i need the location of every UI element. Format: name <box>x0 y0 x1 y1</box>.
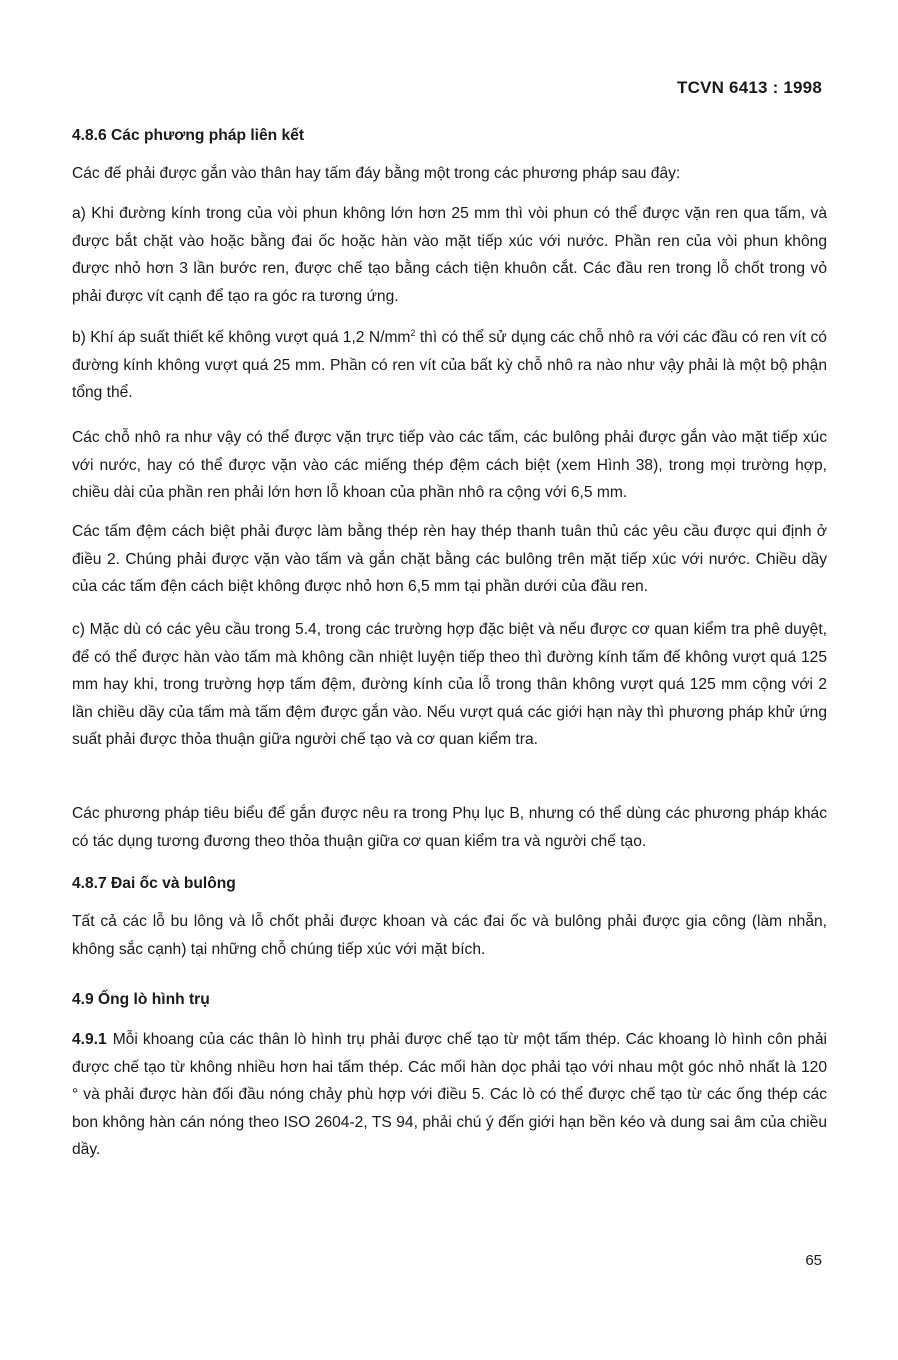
section-4-8-6-intro: Các đế phải được gắn vào thân hay tấm đáy bằng một trong các phương pháp sau đây: <box>72 165 681 182</box>
section-4-9-1-number: 4.9.1 <box>72 1031 107 1048</box>
item-b-paragraph <box>72 324 827 407</box>
item-b-text-end: thì có thể sử dụng các chỗ nhô ra với các đầu có ren vít có đường kính không vượt quá 25 mm. Phần có ren vít của bất kỳ chỗ nhô ra nào như vậy phải là một bộ phận tổng thể. <box>72 329 827 402</box>
section-4-9-1-text: Mỗi khoang của các thân lò hình trụ phải được chế tạo từ một tấm thép. Các khoang lò hình côn phải được chế tạo từ không nhiều hơn hai tấm thép. Các mối hàn dọc phải tạo với nhau một góc nhỏ nhất là 120 ° và phải được hàn đối đầu nóng chảy phù hợp với điều 5. Các lò có thể được chế tạo từ các ống thép các bon không hàn cán nóng theo ISO 2604-2, TS 94, phải chú ý đến giới hạn bền kéo và dung sai âm của chiều dầy. <box>72 1031 827 1159</box>
section-4-9-1-paragraph <box>72 1026 827 1164</box>
item-c-paragraph: c) Mặc dù có các yêu cầu trong 5.4, trong các trường hợp đặc biệt và nếu được cơ quan kiểm tra phê duyệt, để có thể được hàn vào tấm mà không cần nhiệt luyện tiếp theo thì đường kính tấm đế không vượt quá 125 mm hay khi, trong trường hợp tấm đệm, đường kính của lỗ trong thân không vượt quá 125 mm cộng với 2 lần chiều dầy của tấm mà tấm đệm được gắn vào. Nếu vượt quá các giới hạn này thì phương pháp khử ứng suất phải được thỏa thuận giữa người chế tạo và cơ quan kiểm tra. <box>72 621 827 749</box>
section-4-9-heading: 4.9 Ống lò hình trụ <box>72 991 210 1008</box>
paragraph-separate-pads: Các tấm đệm cách biệt phải được làm bằng thép rèn hay thép thanh tuân thủ các yêu cầu được qui định ở điều 2. Chúng phải được vặn vào tấm và gắn chặt bằng các bulông trên mặt tiếp xúc với nước. Chiều dầy của các tấm đện cách biệt không được nhỏ hơn 6,5 mm tại phần dưới của đầu ren. <box>72 523 827 596</box>
paragraph-typical-methods: Các phương pháp tiêu biểu để gắn được nêu ra trong Phụ lục B, nhưng có thể dùng các phương pháp khác có tác dụng tương đương theo thỏa thuận giữa cơ quan kiểm tra và người chế tạo. <box>72 805 827 850</box>
page-number: 65 <box>805 1252 822 1269</box>
section-4-8-6-heading: 4.8.6 Các phương pháp liên kết <box>72 127 305 144</box>
paragraph-threaded-projections: Các chỗ nhô ra như vậy có thể được vặn trực tiếp vào các tấm, các bulông phải được gắn vào mặt tiếp xúc với nước, hay có thể được vặn vào các miếng thép đệm cách biệt (xem Hình 38), trong mọi trường hợp, chiều dài của phần ren phải lớn hơn lỗ khoan của phần nhô ra cộng với 6,5 mm. <box>72 429 827 502</box>
item-a-paragraph: a) Khi đường kính trong của vòi phun không lớn hơn 25 mm thì vòi phun có thể được vặn ren qua tấm, và được bắt chặt vào hoặc bằng đai ốc hoặc hàn vào mặt tiếp xúc với nước. Phần ren của vòi phun không được nhỏ hơn 3 lần bước ren, được chế tạo bằng cách tiện khuôn cắt. Các đầu ren trong lỗ chốt trong vỏ phải được vít cạnh để tạo ra góc ra tương ứng. <box>72 205 827 305</box>
section-4-8-7-heading: 4.8.7 Đai ốc và bulông <box>72 875 236 892</box>
superscript-2: 2 <box>410 327 416 338</box>
section-4-8-7-paragraph: Tất cả các lỗ bu lông và lỗ chốt phải được khoan và các đai ốc và bulông phải được gia công (làm nhẵn, không sắc cạnh) tại những chỗ chúng tiếp xúc với mặt bích. <box>72 913 827 958</box>
standard-code: TCVN 6413 : 1998 <box>677 78 822 97</box>
item-b-text-start: b) Khí áp suất thiết kế không vượt quá 1,2 N/mm <box>72 329 411 346</box>
